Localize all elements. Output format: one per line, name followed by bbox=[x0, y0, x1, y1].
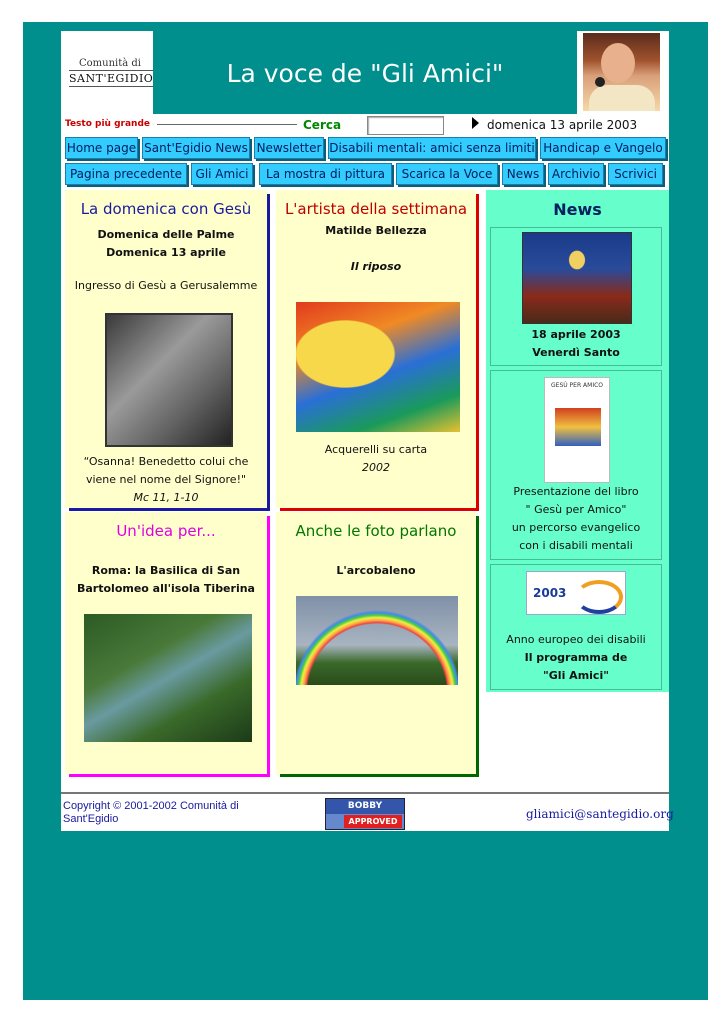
photos-caption: L'arcobaleno bbox=[336, 564, 416, 577]
page bbox=[61, 31, 674, 831]
nav-disabili-mentali[interactable]: Disabili mentali: amici senza limiti bbox=[328, 137, 536, 159]
news-item-good-friday[interactable] bbox=[490, 227, 662, 366]
news-item3-line1: Anno europeo dei disabili bbox=[506, 633, 646, 646]
news-item2-line2: " Gesù per Amico" bbox=[525, 503, 627, 516]
book-cover-art bbox=[555, 408, 601, 446]
artist-work: Il riposo bbox=[350, 260, 402, 273]
photo-shirt bbox=[589, 85, 655, 111]
nav-home-page[interactable]: Home page bbox=[65, 137, 138, 159]
bobby-approved-badge[interactable] bbox=[325, 798, 405, 830]
sunday-line1: Domenica delle Palme bbox=[97, 228, 235, 241]
bobby-label: BOBBY bbox=[326, 799, 404, 814]
artist-panel bbox=[276, 190, 476, 508]
artist-shadow-right bbox=[476, 194, 479, 509]
nav-newsletter[interactable]: Newsletter bbox=[254, 137, 324, 159]
sunday-shadow-right bbox=[267, 194, 270, 509]
microphone-icon bbox=[595, 77, 605, 87]
idea-panel bbox=[65, 512, 267, 774]
idea-line1: Roma: la Basilica di San bbox=[91, 564, 241, 577]
crucifixion-image[interactable] bbox=[522, 232, 632, 324]
il-riposo-painting[interactable] bbox=[296, 302, 460, 432]
news-item2-line3: un percorso evangelico bbox=[511, 521, 641, 534]
idea-shadow-bottom bbox=[69, 774, 270, 777]
european-year-2003-logo[interactable] bbox=[526, 571, 626, 615]
sunday-quote2: viene nel nome del Signore!" bbox=[85, 473, 247, 486]
idea-line2: Bartolomeo all'isola Tiberina bbox=[77, 582, 255, 595]
sunday-line2: Domenica 13 aprile bbox=[106, 246, 226, 259]
nav-scarica-voce[interactable]: Scarica la Voce bbox=[396, 163, 498, 185]
badge-2003-text: 2003 bbox=[533, 586, 567, 600]
nav-gli-amici[interactable]: Gli Amici bbox=[191, 163, 253, 185]
header-photo bbox=[583, 33, 660, 111]
copyright: Copyright © 2001-2002 Comunità di Sant'Egidio bbox=[63, 800, 239, 825]
photos-shadow-right bbox=[476, 516, 479, 776]
nav-mostra-pittura[interactable]: La mostra di pittura bbox=[259, 163, 392, 185]
logo-line2: SANT'EGIDIO bbox=[69, 72, 154, 85]
play-arrow-icon[interactable] bbox=[472, 117, 479, 129]
idea-heading[interactable]: Un'idea per... bbox=[116, 522, 216, 540]
entry-jerusalem-image[interactable] bbox=[105, 313, 233, 447]
email-link[interactable]: gliamici@santegidio.org bbox=[526, 807, 674, 821]
nav-handicap-vangelo[interactable]: Handicap e Vangelo bbox=[540, 137, 666, 159]
news-item1-date: 18 aprile 2003 bbox=[531, 328, 621, 341]
artist-year: 2002 bbox=[362, 461, 390, 474]
news-item1-title: Venerdì Santo bbox=[532, 346, 620, 359]
approved-label: APPROVED bbox=[344, 815, 402, 828]
idea-shadow-right bbox=[267, 516, 270, 776]
divider bbox=[157, 124, 297, 125]
artist-medium: Acquerelli su carta bbox=[324, 443, 428, 456]
photos-panel bbox=[276, 512, 476, 774]
rainbow-photo[interactable] bbox=[296, 596, 458, 685]
santegidio-logo[interactable] bbox=[61, 31, 153, 114]
title-banner bbox=[153, 31, 577, 114]
search-label: Cerca bbox=[303, 118, 342, 132]
news-item2-line1: Presentazione del libro bbox=[513, 485, 639, 498]
news-item-book[interactable] bbox=[490, 370, 662, 560]
sunday-panel bbox=[65, 190, 267, 508]
footer-divider bbox=[61, 792, 669, 794]
current-date: domenica 13 aprile 2003 bbox=[487, 118, 638, 132]
logo-line1: Comunità di bbox=[79, 58, 141, 69]
sunday-shadow-bottom bbox=[69, 508, 270, 511]
photo-face bbox=[601, 43, 635, 83]
artist-shadow-bottom bbox=[280, 508, 479, 511]
badge-swoosh bbox=[575, 580, 623, 614]
news-item3-line3: "Gli Amici" bbox=[543, 669, 609, 682]
news-column bbox=[486, 190, 669, 692]
nav-previous-page[interactable]: Pagina precedente bbox=[65, 163, 187, 185]
book-cover-title: GESÙ PER AMICO bbox=[551, 382, 603, 389]
news-heading: News bbox=[553, 200, 602, 219]
page-title: La voce de "Gli Amici" bbox=[226, 59, 504, 88]
sunday-heading[interactable]: La domenica con Gesù bbox=[80, 200, 252, 218]
book-cover-image[interactable] bbox=[544, 377, 610, 483]
nav-news[interactable]: News bbox=[502, 163, 544, 185]
nav-santegidio-news[interactable]: Sant'Egidio News bbox=[142, 137, 250, 159]
isola-tiberina-photo[interactable] bbox=[84, 614, 252, 742]
sunday-subtitle: Ingresso di Gesù a Gerusalemme bbox=[74, 279, 258, 292]
news-item3-line2: Il programma de bbox=[524, 651, 628, 664]
sunday-ref: Mc 11, 1-10 bbox=[133, 491, 199, 504]
bigger-text-link[interactable]: Testo più grande bbox=[65, 119, 150, 129]
news-item-european-year[interactable] bbox=[490, 564, 662, 690]
photos-heading[interactable]: Anche le foto parlano bbox=[295, 522, 457, 540]
search-input[interactable] bbox=[367, 116, 444, 135]
sunday-quote1: “Osanna! Benedetto colui che bbox=[83, 455, 249, 468]
artist-name: Matilde Bellezza bbox=[325, 224, 427, 237]
nav-archivio[interactable]: Archivio bbox=[548, 163, 604, 185]
news-item2-line4: con i disabili mentali bbox=[519, 539, 633, 552]
photos-shadow-bottom bbox=[280, 774, 479, 777]
nav-scrivici[interactable]: Scrivici bbox=[608, 163, 663, 185]
artist-heading[interactable]: L'artista della settimana bbox=[284, 200, 468, 218]
